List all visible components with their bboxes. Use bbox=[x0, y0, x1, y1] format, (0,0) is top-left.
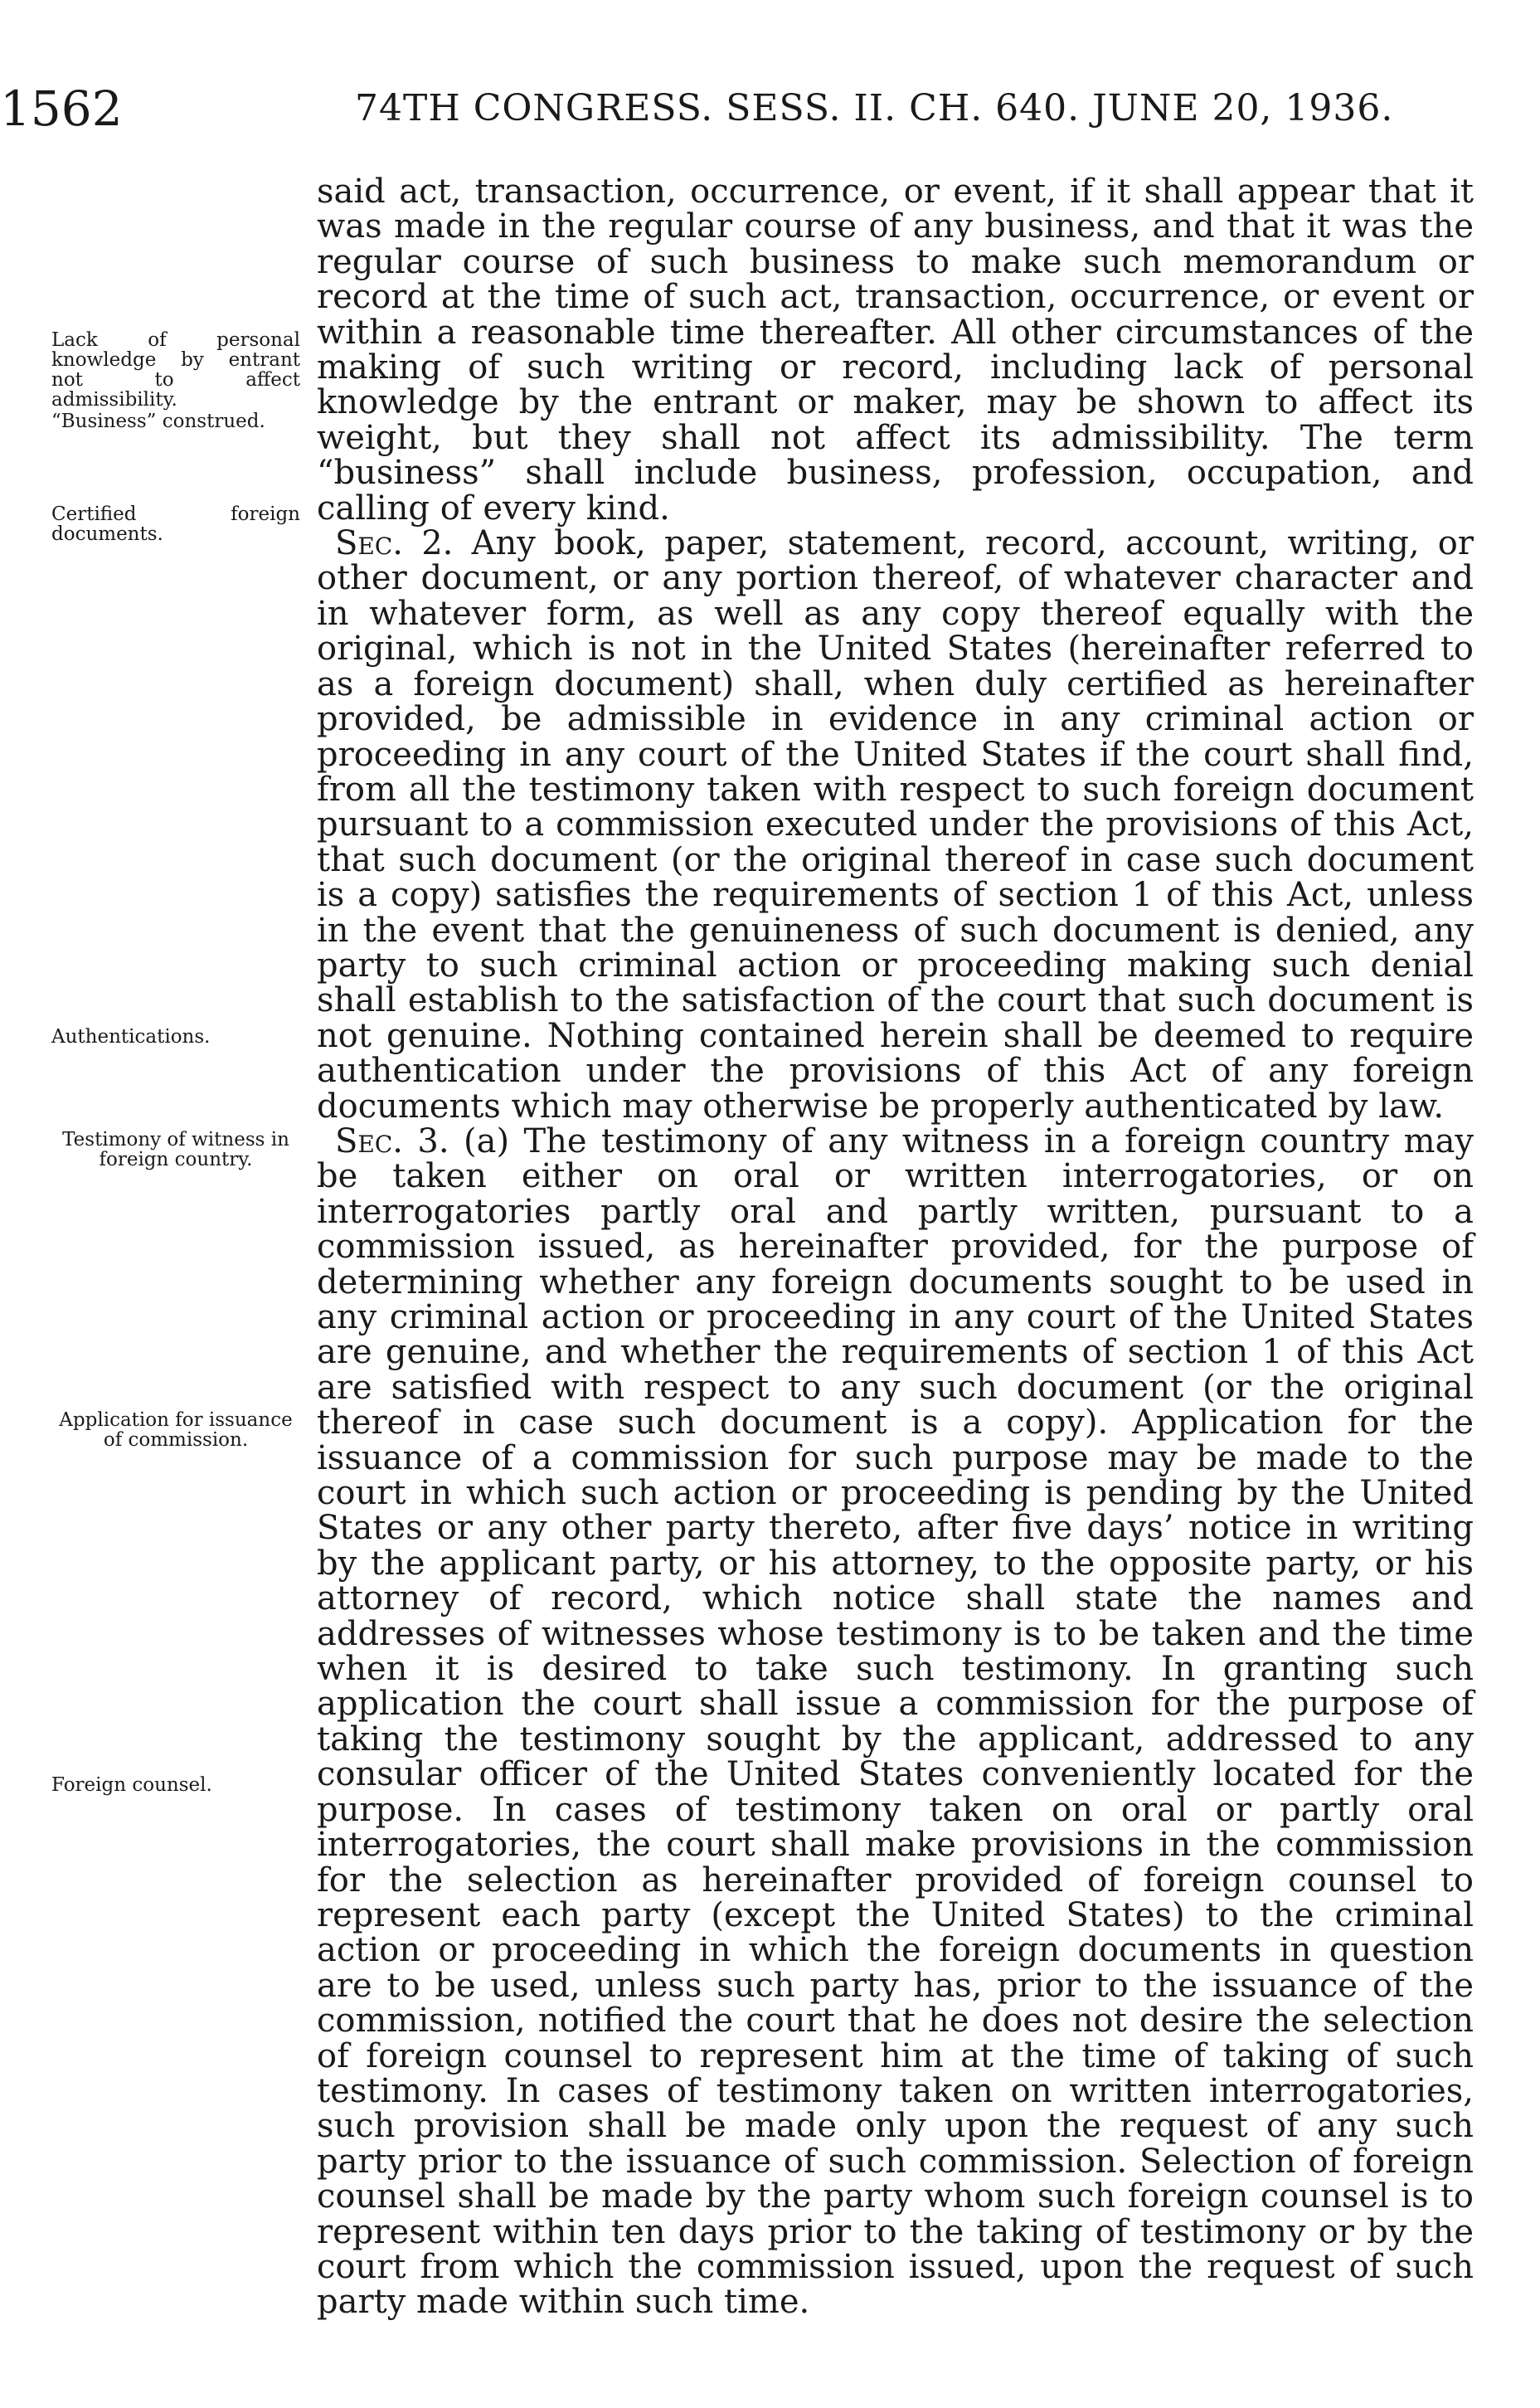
margin-note-foreign-counsel: Foreign counsel. bbox=[51, 1774, 212, 1796]
section-2-text: Any book, paper, statement, record, account, writing, or other document, or any portion thereof, of whatever character and in whatever form, as well as any copy thereof equally with the original, which is not in the United States (hereinafter referred to as a foreign document) shall, when duly certified as hereinafter provided, be admissible in evidence in any criminal action or proceeding in any court of the United States if the court shall find, from all the testimony taken with respect to such foreign document pursuant to a commission executed under the provisions of this Act, that such document (or the original thereof in case such document is a copy) satisfies the requirements of section 1 of this Act, unless in the event that the genuineness of such document is denied, any party to such criminal action or proceeding making such denial shall establish to the satisfaction of the court that such document is not genuine. Nothing contained herein shall be deemed to require authentication under the provisions of this Act of any foreign documents which may otherwise be properly authenticated by law. bbox=[317, 524, 1474, 1126]
statute-body bbox=[317, 174, 1474, 2320]
margin-note-business-construed: “Business” construed. bbox=[51, 411, 265, 432]
section-3-label: Sec. 3. bbox=[335, 1121, 449, 1160]
page-number: 1562 bbox=[0, 80, 123, 137]
margin-note-application-for-issuance: Application for issuance of commission. bbox=[59, 1409, 293, 1451]
margin-note-testimony-of-witness: Testimony of witness in foreign country. bbox=[62, 1129, 289, 1170]
margin-note-authentications: Authentications. bbox=[51, 1026, 211, 1048]
section-2-paragraph bbox=[317, 526, 1474, 1124]
section-3-text: (a) The testimony of any witness in a foreign country may be taken either on oral or written interrogatories, or on interrogatories partly oral and partly written, pursuant to a commission issued, as hereinafter provided, for the purpose of determining whether any foreign documents sought to be used in any criminal action or proceeding in any court of the United States are genuine, and whether the requirements of section 1 of this Act are satisfied with respect to any such document (or the original thereof in case such document is a copy). Application for the issuance of a commission for such purpose may be made to the court in which such action or proceeding is pending by the United States or any other party thereto, after five days’ notice in writing by the applicant party, or his attorney, to the opposite party, or his attorney of record, which notice shall state the names and addresses of witnesses whose testimony is to be taken and the time when it is desired to take such testimony. In granting such application the court shall issue a commission for the purpose of taking the testimony sought by the applicant, addressed to any consular officer of the United States conveniently located for the purpose. In cases of testimony taken on oral or partly oral interrogatories, the court shall make provisions in the commission for the selection as hereinafter provided of foreign counsel to represent each party (except the United States) to the criminal action or proceeding in which the foreign documents in question are to be used, unless such party has, prior to the issuance of the commission, notified the court that he does not desire the selection of foreign counsel to represent him at the time of taking of such testimony. In cases of testimony taken on written interrogatories, such provision shall be made only upon the request of any such party prior to the issuance of such commission. Selection of foreign counsel shall be made by the party whom such foreign counsel is to represent within ten days prior to the taking of testimony or by the court from which the commission issued, upon the request of such party made within such time. bbox=[317, 1121, 1474, 2322]
section-2-label: Sec. 2. bbox=[335, 524, 454, 563]
continuation-paragraph: said act, transaction, occurrence, or event, if it shall appear that it was made in the regular course of any business, and that it was the regular course of such business to make such memorandum or record at the time of such act, transaction, occurrence, or event or within a reasonable time thereafter. All other circumstances of the making of such writing or record, including lack of personal knowledge by the entrant or maker, may be shown to affect its weight, but they shall not affect its admissibility. The term “business” shall include business, profession, occupation, and calling of every kind. bbox=[317, 173, 1474, 528]
page-header bbox=[0, 80, 1540, 138]
running-head: 74TH CONGRESS. SESS. II. CH. 640. JUNE 20, 1936. bbox=[355, 87, 1394, 129]
margin-note-certified-foreign-documents: Certified foreign documents. bbox=[51, 503, 300, 545]
section-3-paragraph bbox=[317, 1121, 1474, 2322]
margin-note-lack-of-personal-knowledge: Lack of personal knowledge by entrant not to affect admissibility. bbox=[51, 329, 300, 411]
